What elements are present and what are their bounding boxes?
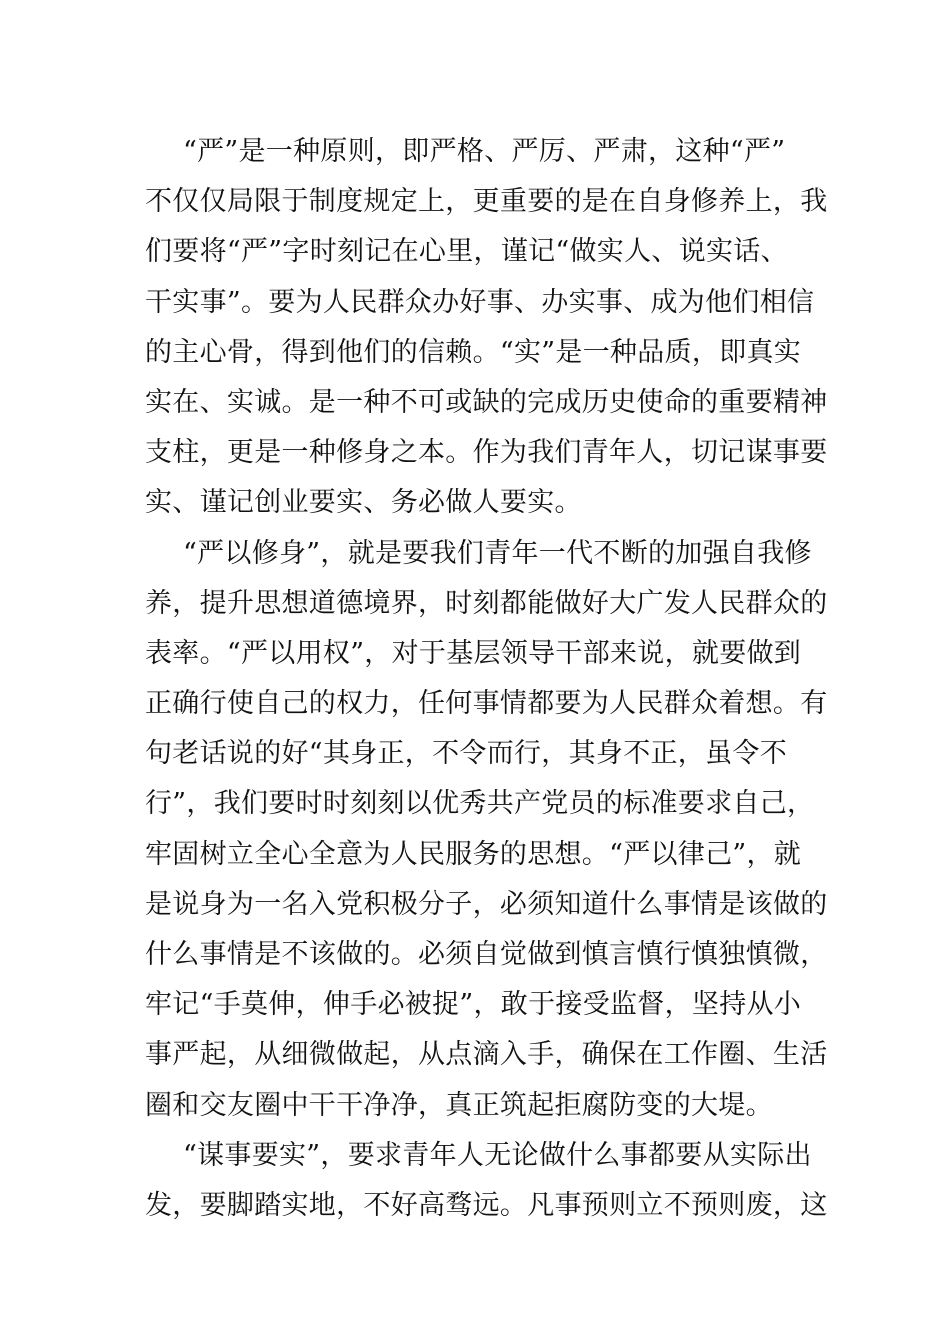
paragraph-2-line-5: 句老话说的好“其身正，不令而行，其身不正，虽令不: [145, 738, 788, 770]
body-text: [145, 127, 828, 1231]
paragraph-2-line-8: 是说身为一名入党积极分子，必须知道什么事情是该做的: [145, 888, 828, 920]
paragraph-3-line-1: “谋事要实”，要求青年人无论做什么事都要从实际出: [183, 1139, 812, 1171]
paragraph-2-line-3: 表率。“严以用权”，对于基层领导干部来说，就要做到: [145, 637, 802, 669]
paragraph-2-line-4: 正确行使自己的权力，任何事情都要为人民群众着想。有: [145, 688, 828, 720]
paragraph-1-line-5: 的主心骨，得到他们的信赖。“实”是一种品质，即真实: [145, 336, 802, 368]
paragraph-1-line-2: 不仅仅局限于制度规定上，更重要的是在自身修养上，我: [145, 186, 828, 218]
paragraph-2-line-11: 事严起，从细微做起，从点滴入手，确保在工作圈、生活: [145, 1039, 828, 1071]
paragraph-2-line-10: 牢记“手莫伸，伸手必被捉”，敢于接受监督，坚持从小: [145, 989, 802, 1021]
paragraph-2-line-1: “严以修身”，就是要我们青年一代不断的加强自我修: [183, 537, 812, 569]
paragraph-1-line-6: 实在、实诚。是一种不可或缺的完成历史使命的重要精神: [145, 386, 828, 418]
paragraph-2-line-9: 什么事情是不该做的。必须自觉做到慎言慎行慎独慎微，: [145, 939, 828, 970]
paragraph-1-line-3: 们要将“严”字时刻记在心里，谨记“做实人、说实话、: [145, 236, 788, 268]
paragraph-2-line-12: 圈和交友圈中干干净净，真正筑起拒腐防变的大堤。: [145, 1089, 773, 1121]
paragraph-1-line-1: “严”是一种原则，即严格、严厉、严肃，这种“严”: [183, 136, 786, 167]
paragraph-1-line-7: 支柱，更是一种修身之本。作为我们青年人，切记谋事要: [145, 437, 828, 469]
paragraph-1-line-8: 实、谨记创业要实、务必做人要实。: [145, 487, 582, 519]
paragraph-1-line-4: 干实事”。要为人民群众办好事、办实事、成为他们相信: [145, 286, 815, 318]
paragraph-2-line-6: 行”，我们要时时刻刻以优秀共产党员的标准要求自己，: [145, 788, 815, 820]
paragraph-2-line-2: 养，提升思想道德境界，时刻都能做好大广发人民群众的: [145, 587, 828, 619]
paragraph-3-line-2: 发，要脚踏实地，不好高骛远。凡事预则立不预则废，这: [145, 1189, 828, 1221]
paragraph-2-line-7: 牢固树立全心全意为人民服务的思想。“严以律己”，就: [145, 838, 802, 870]
